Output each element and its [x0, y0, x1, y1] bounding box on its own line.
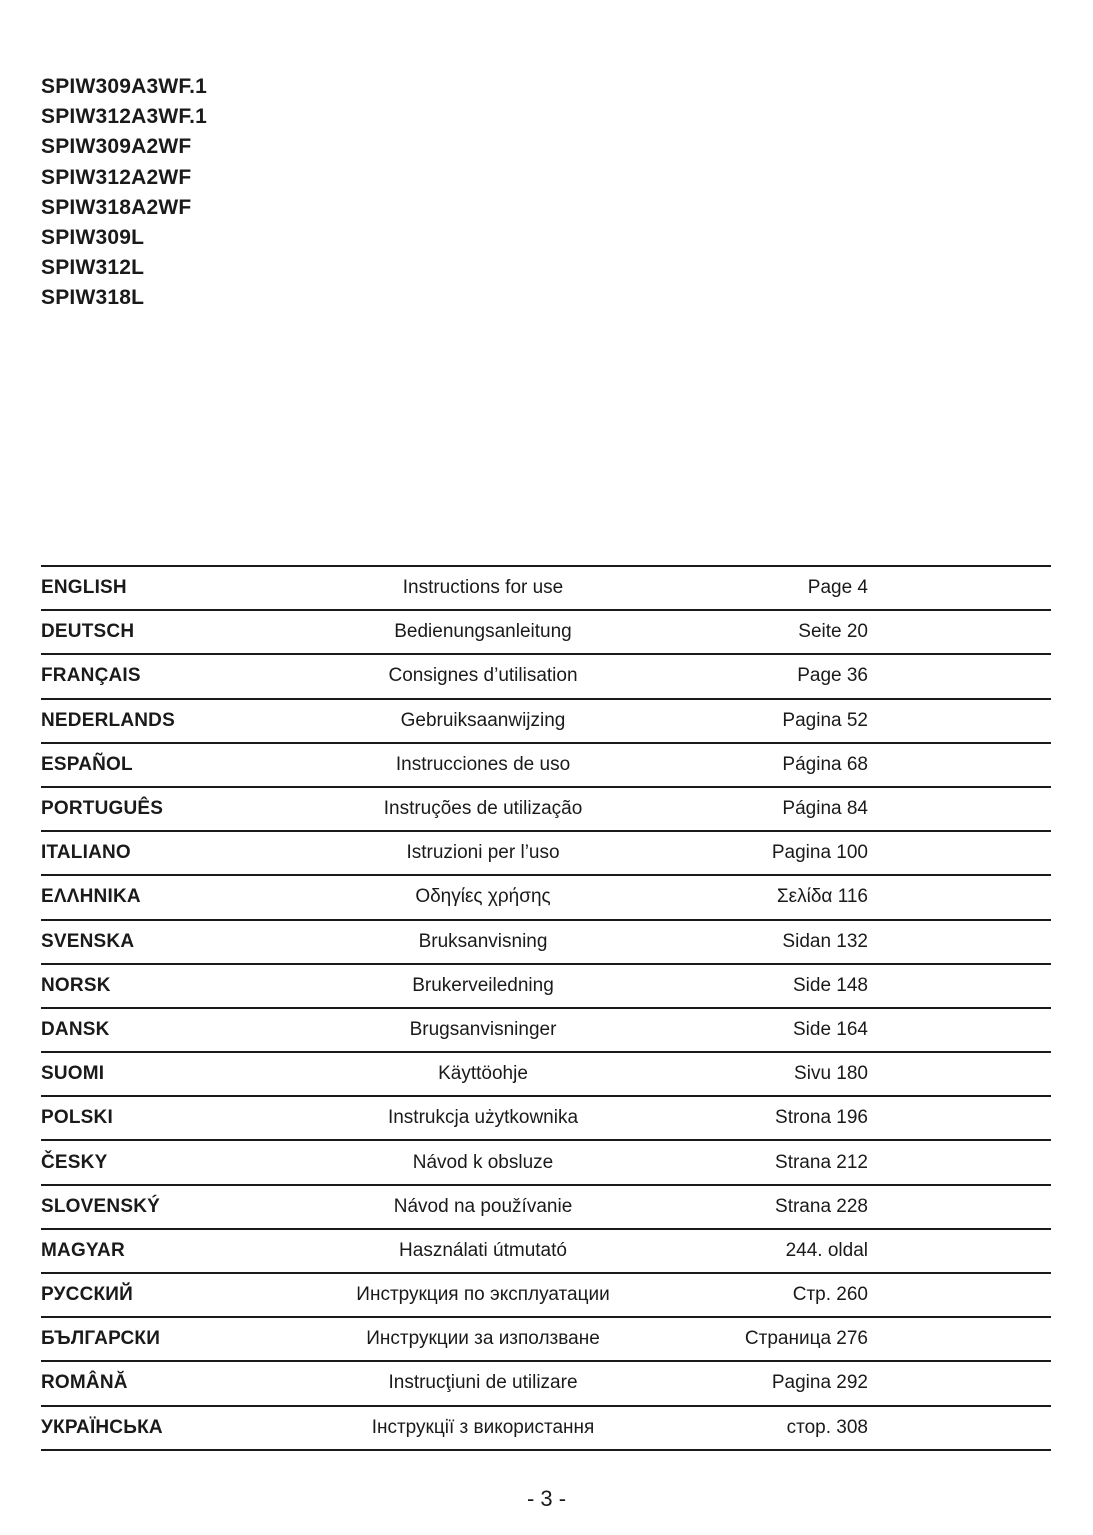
toc-title: Инструкции за използване	[366, 1328, 600, 1350]
toc-page: Página 84	[782, 798, 868, 820]
toc-language: БЪЛГАРСКИ	[41, 1328, 161, 1350]
toc-page: Strona 196	[775, 1107, 868, 1129]
toc-row	[41, 1141, 1051, 1185]
toc-row	[41, 700, 1051, 744]
model-name: SPIW312L	[41, 256, 145, 280]
toc-page: стор. 308	[786, 1416, 868, 1438]
toc-page: Страница 276	[744, 1328, 868, 1350]
toc-title: Návod na používanie	[393, 1195, 573, 1217]
toc-title: Istruzioni per l’uso	[406, 842, 560, 864]
toc-language: ČESKY	[41, 1151, 108, 1173]
toc-row	[41, 567, 1051, 611]
toc-language: УКРАЇНСЬКА	[41, 1416, 163, 1438]
toc-language: РУССКИЙ	[41, 1284, 133, 1306]
toc-language: ITALIANO	[41, 842, 131, 864]
toc-page: Page 4	[807, 577, 868, 599]
toc-language: SVENSKA	[41, 930, 135, 952]
toc-row	[41, 611, 1051, 655]
toc-title: Instructions for use	[402, 577, 564, 599]
model-name: SPIW309A2WF	[41, 135, 192, 159]
toc-title: Instrucciones de uso	[395, 753, 571, 775]
model-name: SPIW318L	[41, 286, 145, 310]
page-number: - 3 -	[526, 1486, 567, 1511]
toc-language: ROMÂNĂ	[41, 1372, 128, 1394]
toc-row	[41, 1407, 1051, 1451]
model-name: SPIW318A2WF	[41, 195, 192, 219]
toc-title: Instrucţiuni de utilizare	[388, 1372, 578, 1394]
toc-page: Side 148	[792, 974, 868, 996]
toc-language: NORSK	[41, 974, 111, 996]
toc-row	[41, 1009, 1051, 1053]
toc-row	[41, 788, 1051, 832]
toc-title: Käyttöohje	[438, 1063, 528, 1085]
toc-title: Instrukcja użytkownika	[387, 1107, 579, 1129]
toc-language: DANSK	[41, 1018, 110, 1040]
toc-page: Pagina 52	[782, 709, 868, 731]
toc-page: Strana 212	[775, 1151, 868, 1173]
model-name: SPIW312A3WF.1	[41, 105, 207, 129]
toc-row	[41, 1053, 1051, 1097]
toc-title: Návod k obsluze	[412, 1151, 554, 1173]
model-name: SPIW312A2WF	[41, 165, 192, 189]
toc-row	[41, 832, 1051, 876]
toc-language: SUOMI	[41, 1063, 105, 1085]
toc-page: Page 36	[797, 665, 868, 687]
toc-language: FRANÇAIS	[41, 665, 141, 687]
toc-row	[41, 921, 1051, 965]
toc-row	[41, 876, 1051, 920]
toc-language: POLSKI	[41, 1107, 113, 1129]
language-table-of-contents	[41, 565, 1051, 1451]
toc-language: SLOVENSKÝ	[41, 1195, 160, 1217]
toc-page: 244. oldal	[785, 1239, 868, 1261]
toc-language: ESPAÑOL	[41, 753, 133, 775]
toc-page: Pagina 100	[771, 842, 868, 864]
toc-language: NEDERLANDS	[41, 709, 175, 731]
toc-page: Pagina 292	[771, 1372, 868, 1394]
toc-language: PORTUGUÊS	[41, 798, 164, 820]
toc-row	[41, 744, 1051, 788]
toc-language: ΕΛΛΗΝΙΚΑ	[41, 886, 141, 908]
toc-page: Sivu 180	[794, 1063, 868, 1085]
toc-language: MAGYAR	[41, 1239, 125, 1261]
toc-title: Інструкції з використання	[371, 1416, 595, 1438]
toc-page: Seite 20	[798, 621, 868, 643]
model-name: SPIW309A3WF.1	[41, 75, 207, 98]
toc-page: Стр. 260	[792, 1284, 868, 1306]
toc-title: Bruksanvisning	[418, 930, 548, 952]
toc-page: Side 164	[792, 1018, 868, 1040]
toc-page: Σελίδα 116	[776, 886, 868, 908]
model-list	[41, 72, 207, 314]
toc-row	[41, 1097, 1051, 1141]
toc-language: ENGLISH	[41, 577, 127, 599]
model-name: SPIW309L	[41, 225, 145, 249]
toc-title: Consignes d’utilisation	[388, 665, 578, 687]
toc-title: Gebruiksaanwijzing	[400, 709, 566, 731]
toc-row	[41, 1318, 1051, 1362]
toc-language: DEUTSCH	[41, 621, 135, 643]
toc-row	[41, 1186, 1051, 1230]
toc-row	[41, 1362, 1051, 1406]
toc-title: Brugsanvisninger	[409, 1018, 557, 1040]
toc-title: Brukerveiledning	[412, 974, 554, 996]
toc-title: Instruções de utilização	[383, 798, 583, 820]
toc-title: Bedienungsanleitung	[394, 621, 572, 643]
toc-title: Használati útmutató	[399, 1239, 567, 1261]
toc-page: Strana 228	[775, 1195, 868, 1217]
toc-page: Página 68	[782, 753, 868, 775]
toc-row	[41, 1274, 1051, 1318]
toc-row	[41, 965, 1051, 1009]
toc-page: Sidan 132	[782, 930, 868, 952]
toc-row	[41, 655, 1051, 699]
toc-title: Инструкция по эксплуатации	[356, 1284, 610, 1306]
toc-row	[41, 1230, 1051, 1274]
toc-title: Οδηγίες χρήσης	[415, 886, 551, 908]
